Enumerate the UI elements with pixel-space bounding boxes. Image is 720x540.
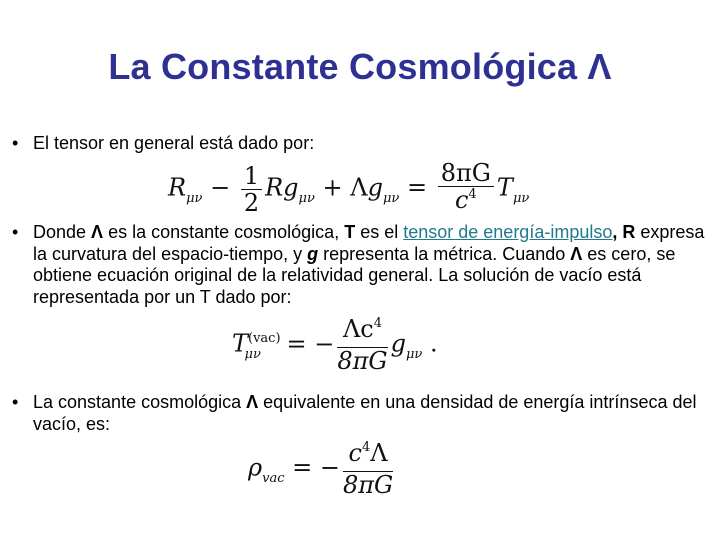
lambda-symbol: Λ xyxy=(246,392,259,412)
text-segment: Donde xyxy=(33,222,92,242)
bullet-tensor-intro xyxy=(12,133,712,155)
eq1-T: T xyxy=(496,173,513,202)
eq1-frac-num: 8πG xyxy=(438,160,494,187)
eq2-vac-sup: (vac) xyxy=(248,330,281,346)
text-segment: La constante cosmológica xyxy=(33,392,247,412)
bullet-marker: • xyxy=(12,392,19,412)
eq1-Rg: Rg xyxy=(265,173,299,202)
eq2-equals: = − xyxy=(278,329,335,358)
eq1-equals: = xyxy=(399,173,435,202)
eq2-fraction xyxy=(337,316,387,374)
eq1-minus: − xyxy=(202,173,238,202)
eq1-sub-mn-2: μν xyxy=(298,190,315,206)
eq2-sub-mn-2: μν xyxy=(405,346,423,362)
text-segment: es el xyxy=(355,222,404,242)
eq1-c: c xyxy=(454,186,469,214)
eq3-frac-num xyxy=(343,440,393,472)
text-segment: expresa la curvatura del espacio-tiempo, y xyxy=(33,222,705,264)
bullet-text xyxy=(33,222,712,308)
g-symbol: g xyxy=(307,243,319,264)
einstein-field-equation xyxy=(168,160,529,218)
eq1-sub-mn-4: μν xyxy=(512,190,530,206)
eq2-sub-mn: μν xyxy=(244,346,261,362)
vacuum-energy-density-equation xyxy=(248,440,396,498)
eq2-frac-num xyxy=(337,316,387,348)
text-segment: , xyxy=(612,222,623,242)
eq3-rho: ρ xyxy=(248,453,263,482)
eq1-g: g xyxy=(367,173,383,202)
bullet-text: El tensor en general está dado por: xyxy=(33,133,315,153)
lambda-symbol: Λ xyxy=(91,222,104,242)
bullet-vacuum-energy xyxy=(12,392,712,435)
eq3-sub-vac: vac xyxy=(262,470,285,486)
eq3-lambda: Λ xyxy=(370,439,388,467)
R-symbol: R xyxy=(622,222,636,242)
bullet-text xyxy=(33,392,712,435)
eq1-plus-lambda: + Λ xyxy=(314,173,368,202)
eq2-frac-den: 8πG xyxy=(337,347,388,375)
eq2-g: g xyxy=(390,329,406,358)
text-segment: representa la métrica. Cuando xyxy=(318,243,571,264)
text-segment: es cero, se obtiene ecuación original de la relatividad general. La solución de vacío está representada por un T dado por: xyxy=(33,243,676,307)
eq1-sub-mn-3: μν xyxy=(382,190,400,206)
eq2-period: . xyxy=(422,329,438,358)
eq1-half-num: 1 xyxy=(241,163,262,190)
eq1-frac-den xyxy=(438,187,494,218)
eq1-R: R xyxy=(168,173,187,202)
bullet-marker: • xyxy=(12,133,19,153)
eq1-coupling-fraction xyxy=(438,160,494,218)
eq1-half xyxy=(241,163,262,216)
bullet-definitions xyxy=(12,222,712,308)
eq3-fraction xyxy=(343,440,393,498)
eq1-sub-mn: μν xyxy=(186,190,203,206)
bullet-marker: • xyxy=(12,222,19,242)
link-tensor-energia-impulso[interactable]: tensor de energía-impulso xyxy=(403,222,613,242)
lambda-symbol: Λ xyxy=(570,243,583,264)
eq1-c-exp: 4 xyxy=(468,187,477,202)
eq2-lambda-c: Λc xyxy=(342,315,374,343)
eq3-c-exp: 4 xyxy=(362,440,371,455)
text-segment: equivalente en una densidad de energía intrínseca del vacío, es: xyxy=(33,392,697,434)
eq3-c: c xyxy=(348,439,362,467)
T-symbol: T xyxy=(344,222,356,242)
eq1-half-den: 2 xyxy=(243,188,260,217)
text-segment: es la constante cosmológica, xyxy=(103,222,345,242)
eq3-frac-den: 8πG xyxy=(342,471,394,499)
eq2-c-exp: 4 xyxy=(373,316,383,331)
vacuum-tensor-equation xyxy=(232,316,438,374)
eq3-equals: = − xyxy=(284,453,340,482)
slide-title: La Constante Cosmológica Λ xyxy=(108,46,612,87)
eq2-T: T xyxy=(232,329,249,358)
